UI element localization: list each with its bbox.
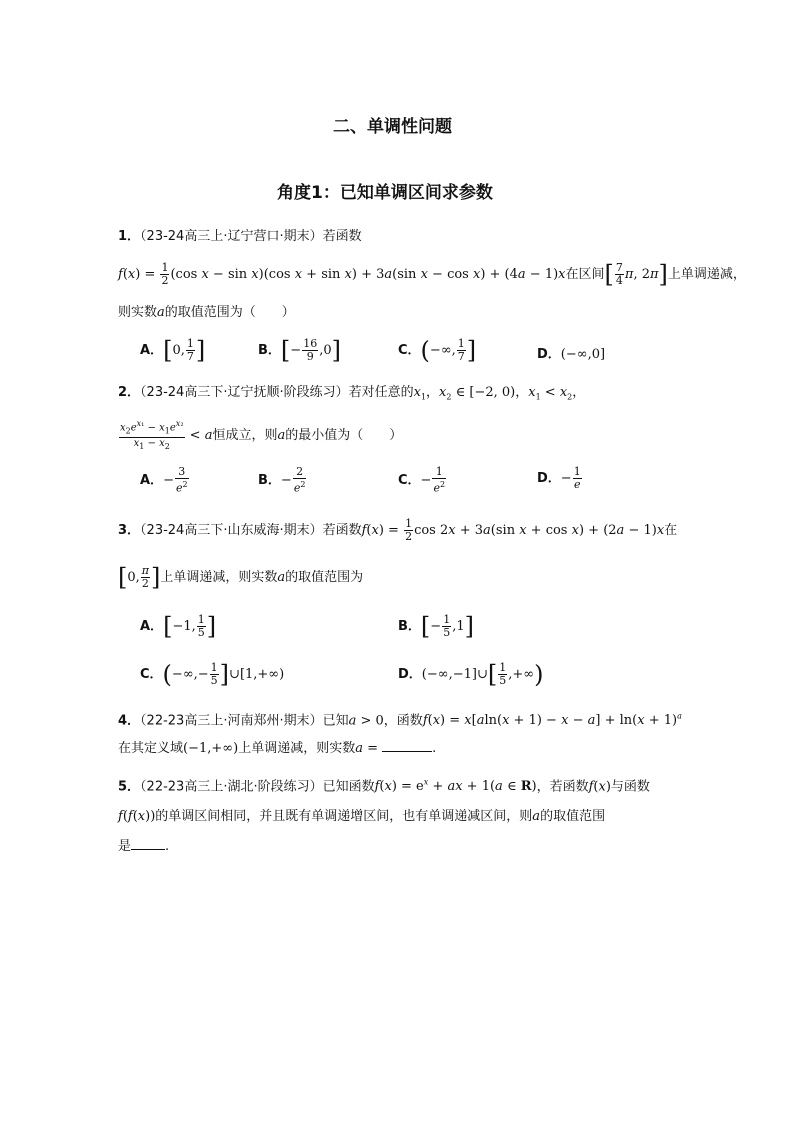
- q3-option-c[interactable]: C．(−∞,− $\frac{1}{5}$ ]∪[1,+∞): [140, 660, 285, 689]
- q3-option-b[interactable]: B．[− $\frac{1}{5}$ ,1]: [398, 612, 474, 641]
- subsection-title: 角度1：已知单调区间求参数: [277, 183, 493, 203]
- q3-option-d[interactable]: D．(−∞,−1]∪[ $\frac{1}{5}$ ,+∞): [398, 660, 544, 689]
- q3-option-a[interactable]: A．[−1, $\frac{1}{5}$ ]: [140, 612, 217, 641]
- q1-question: 则实数a的取值范围为（ ）: [118, 305, 295, 320]
- q1-function: f(x) = $\frac{1}{2}$ (cos x − sin x)(cos x + sin x) + 3a(sin x − cos x) + (4a − 1)x在区间[ $\frac{7}{4}$ π, 2π]上单调递减，: [118, 260, 746, 289]
- q3-line2: [0, $\frac{\pi}{2}$ ]上单调递减，则实数a的取值范围为: [118, 563, 364, 592]
- q4-line2: 在其定义域(−1,+∞)上单调递减，则实数a = .: [118, 741, 437, 756]
- q4-header: 4．（22-23高三上·河南郑州·期末）已知a > 0，函数$f(x) = x[aln(x + 1) - x - a] + \ln(x + 1)^a$: [118, 712, 682, 729]
- q3-header: 3．（23-24高三下·山东威海·期末）若函数f(x) = $\frac{1}{2}$ cos 2x + 3a(sin x + cos x) + (2a − 1)x在: [118, 517, 678, 543]
- q2-option-c[interactable]: C．− $\frac{1}{e^2}$: [398, 465, 446, 495]
- q5-header: 5．（22-23高三上·湖北·阶段练习）已知函数$f(x) = e^x$ + ax + 1(a ∈ R)，若函数f(x)与函数: [118, 778, 650, 795]
- q1-number: 1．: [118, 229, 141, 244]
- q5-answer-blank[interactable]: [131, 848, 165, 850]
- q1-header: [118, 228, 362, 246]
- q2-option-d[interactable]: D．− $\frac{1}{e}$: [537, 465, 581, 491]
- q1-interval-text: 在区间: [565, 267, 605, 282]
- q2-condition: $\frac{x_2e^{x_1} - x_1e^{x_2}}{x_1 - x_2}$ < a恒成立，则a的最小值为（ ）: [120, 419, 403, 452]
- q1-option-c[interactable]: C．(−∞, $\frac{1}{7}$ ]: [398, 336, 477, 365]
- q1-source: （23-24高三上·辽宁营口·期末）若函数: [140, 229, 362, 244]
- q5-line2: f(f(x))的单调区间相同，并且既有单调递增区间，也有单调递减区间，则a的取值范围: [118, 809, 606, 824]
- section-title: 二、单调性问题: [333, 117, 452, 137]
- q1-option-a[interactable]: A．[0, $\frac{1}{7}$ ]: [140, 336, 206, 365]
- q1-option-d[interactable]: D．(−∞,0]: [537, 347, 606, 362]
- q1-after-interval: 上单调递减，: [667, 267, 746, 282]
- q4-answer-blank[interactable]: [382, 750, 432, 752]
- q5-line3: 是 .: [118, 839, 170, 854]
- q2-option-a[interactable]: A．− $\frac{3}{e^2}$: [140, 465, 188, 495]
- q1-option-b[interactable]: B．[− $\frac{16}{9}$ ,0]: [258, 336, 341, 365]
- q2-header: 2．（23-24高三下·辽宁抚顺·阶段练习）若对任意的$x_1$，$x_2$ ∈ [−2, 0)，$x_1 < x_2$，: [118, 385, 586, 402]
- q2-option-b[interactable]: B．− $\frac{2}{e^2}$: [258, 465, 306, 495]
